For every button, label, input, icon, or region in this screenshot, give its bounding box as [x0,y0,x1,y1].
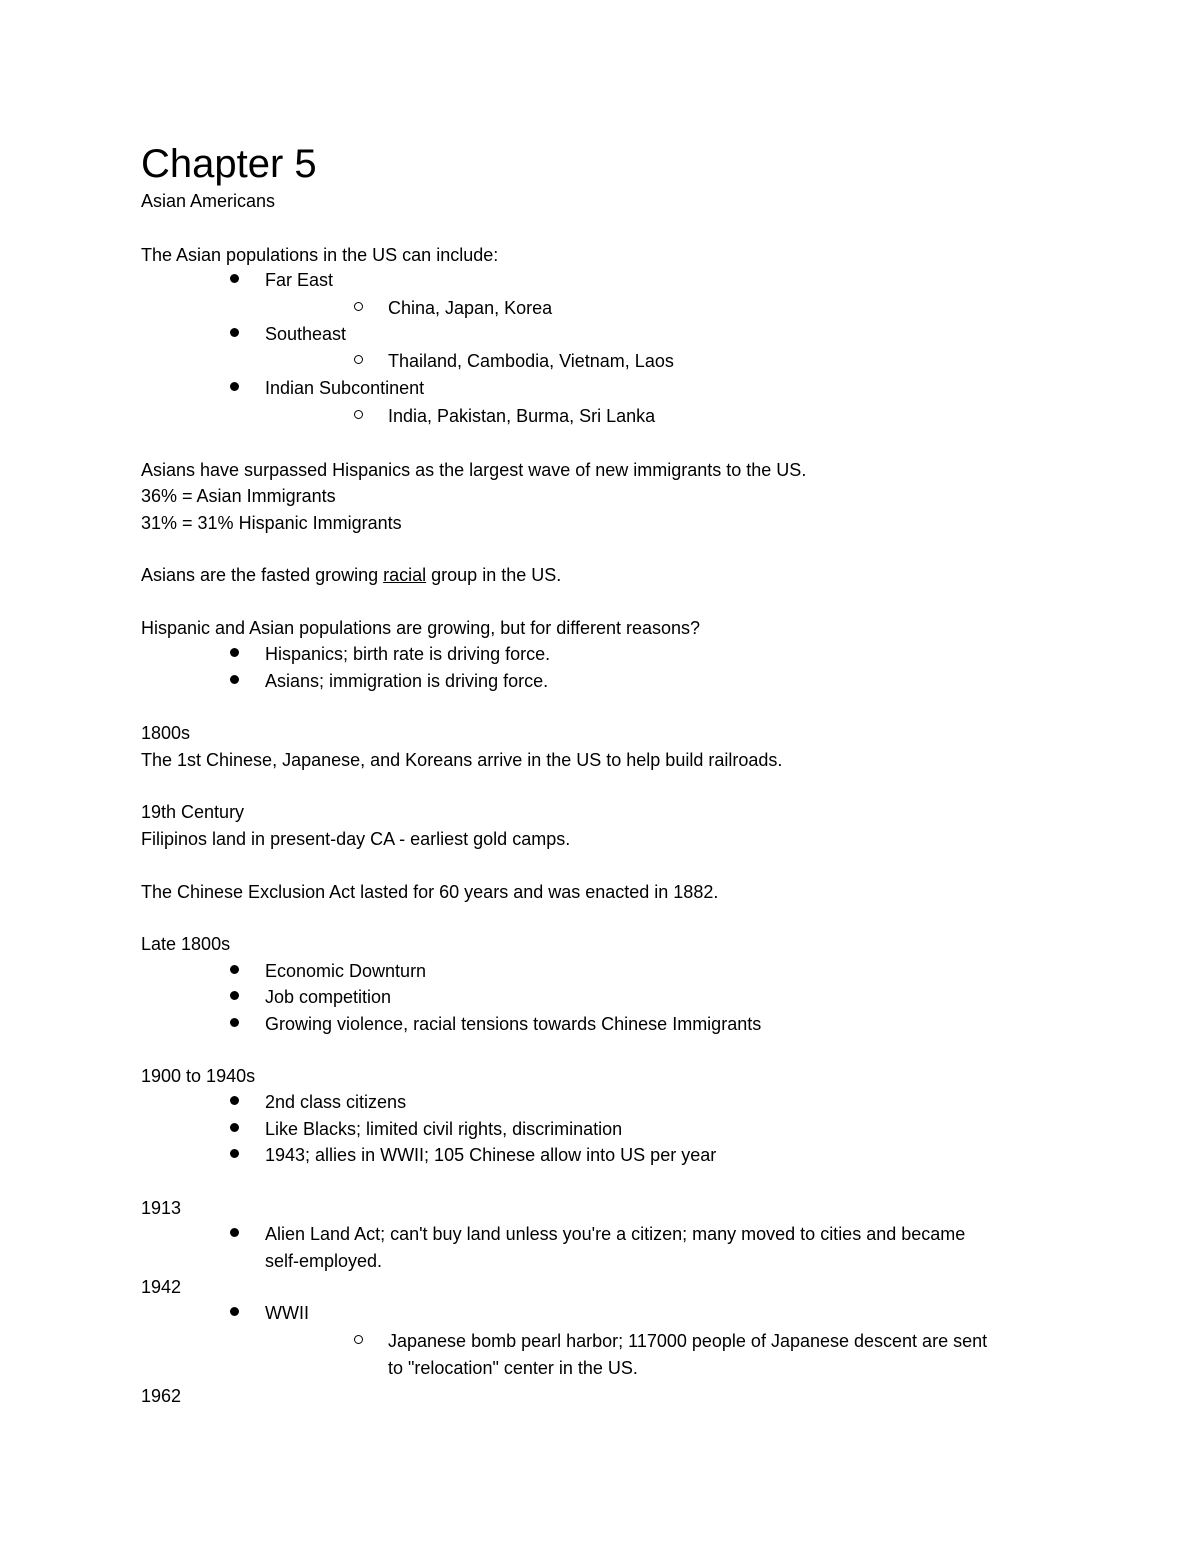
fastest-pre: Asians are the fasted growing [141,565,384,585]
heading-1942: 1942 [141,1277,182,1297]
growing-reason: Hispanics; birth rate is driving force. [265,644,551,664]
bullet-circle-icon [354,355,363,364]
item-1900-1940s: 1943; allies in WWII; 105 Chinese allow into US per year [265,1145,717,1165]
growing-reason: Asians; immigration is driving force. [265,671,549,691]
item-1913-line1: Alien Land Act; can't buy land unless you're a citizen; many moved to cities and became [265,1224,966,1244]
bullet-dot-icon [230,965,239,974]
late-1800s-item: Job competition [265,987,392,1007]
intro-text: The Asian populations in the US can include: [141,245,499,265]
sub-item-1942-line2: to "relocation" center in the US. [388,1358,638,1378]
chapter-subtitle: Asian Americans [141,191,276,211]
exclusion-act-text: The Chinese Exclusion Act lasted for 60 years and was enacted in 1882. [141,882,719,902]
region-label: Southeast [265,324,347,344]
bullet-circle-icon [354,302,363,311]
chapter-title: Chapter 5 [141,142,317,186]
heading-1962: 1962 [141,1386,182,1406]
bullet-dot-icon [230,1096,239,1105]
surpassed-text: Asians have surpassed Hispanics as the largest wave of new immigrants to the US. [141,460,807,480]
region-countries: Thailand, Cambodia, Vietnam, Laos [388,351,674,371]
bullet-dot-icon [230,675,239,684]
heading-late-1800s: Late 1800s [141,934,231,954]
bullet-circle-icon [354,1335,363,1344]
item-1900-1940s: Like Blacks; limited civil rights, discrimination [265,1119,623,1139]
bullet-dot-icon [230,1149,239,1158]
bullet-dot-icon [230,1123,239,1132]
bullet-dot-icon [230,1018,239,1027]
heading-1913: 1913 [141,1198,182,1218]
region-label: Indian Subcontinent [265,378,425,398]
late-1800s-item: Economic Downturn [265,961,427,981]
region-countries: China, Japan, Korea [388,298,553,318]
bullet-dot-icon [230,382,239,391]
fastest-underlined: racial [383,565,427,585]
late-1800s-item: Growing violence, racial tensions towards Chinese Immigrants [265,1014,762,1034]
bullet-dot-icon [230,274,239,283]
fastest-growing-text [141,562,561,588]
bullet-dot-icon [230,1228,239,1237]
region-countries: India, Pakistan, Burma, Sri Lanka [388,406,656,426]
fastest-post: group in the US. [426,565,562,585]
text-19th-century: Filipinos land in present-day CA - earliest gold camps. [141,829,571,849]
heading-1900-1940s: 1900 to 1940s [141,1066,256,1086]
item-1942: WWII [265,1303,309,1323]
bullet-dot-icon [230,1307,239,1316]
bullet-dot-icon [230,328,239,337]
bullet-circle-icon [354,410,363,419]
item-1900-1940s: 2nd class citizens [265,1092,407,1112]
item-1913-line2: self-employed. [265,1251,383,1271]
bullet-dot-icon [230,648,239,657]
stat-hispanic: 31% = 31% Hispanic Immigrants [141,513,402,533]
heading-1800s: 1800s [141,723,191,743]
growing-question: Hispanic and Asian populations are growing, but for different reasons? [141,618,701,638]
bullet-dot-icon [230,991,239,1000]
sub-item-1942-line1: Japanese bomb pearl harbor; 117000 people of Japanese descent are sent [388,1331,988,1351]
region-label: Far East [265,270,334,290]
heading-19th-century: 19th Century [141,802,245,822]
text-1800s: The 1st Chinese, Japanese, and Koreans arrive in the US to help build railroads. [141,750,783,770]
stat-asian: 36% = Asian Immigrants [141,486,336,506]
